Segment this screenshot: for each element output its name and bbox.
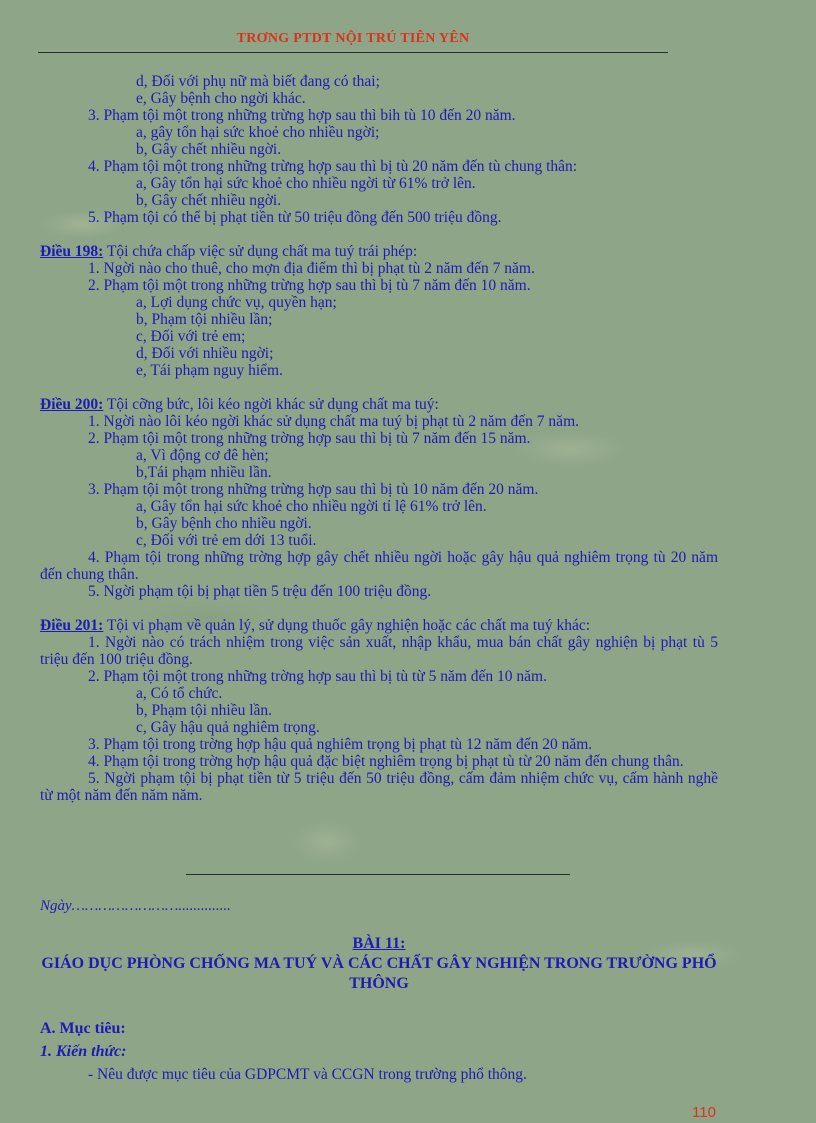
- list-item: d, Đối với nhiều ngời;: [136, 345, 274, 362]
- bullet-item: - Nêu được mục tiêu của GDPCMT và CCGN trong trường phổ thông.: [88, 1066, 527, 1083]
- section-divider: [186, 874, 570, 875]
- date-line: Ngày……………………..............: [40, 898, 231, 914]
- list-item: e, Tái phạm nguy hiểm.: [136, 362, 283, 379]
- list-item: b, Phạm tội nhiều lần.: [136, 702, 273, 719]
- list-item: 1. Ngời nào cho thuê, cho mợn địa điểm thì bị phạt tù 2 năm đến 7 năm.: [88, 260, 535, 277]
- list-item: a, Gây tổn hại sức khoẻ cho nhiều ngời tỉ lệ 61% trở lên.: [136, 498, 487, 515]
- list-item: b,Tái phạm nhiều lần.: [136, 464, 272, 481]
- list-item: 2. Phạm tội một trong những trờng hợp sau thì bị tù từ 5 năm đến 10 năm.: [88, 668, 547, 685]
- list-item: b, Gây chết nhiều ngời.: [136, 141, 282, 158]
- list-item: 5. Ngời phạm tội bị phạt tiền 5 trệu đến 100 triệu đồng.: [88, 583, 432, 600]
- article-201-title: Tội vi phạm về quản lý, sử dụng thuốc gây nghiện hoặc các chất ma tuý khác:: [103, 617, 591, 634]
- header-divider: [38, 52, 668, 53]
- article-200-heading: [40, 396, 718, 413]
- subsection-knowledge: 1. Kiến thức:: [40, 1043, 127, 1060]
- article-200-label: Điều 200:: [40, 396, 104, 413]
- list-item: 2. Phạm tội một trong những trờng hợp sau thì bị tù 7 năm đến 15 năm.: [88, 430, 531, 447]
- lesson-title: GIÁO DỤC PHÒNG CHỐNG MA TUÝ VÀ CÁC CHẤT GÂY NGHIỆN TRONG TRƯỜNG PHỔ THÔNG: [41, 955, 717, 992]
- lesson-heading: [40, 934, 718, 994]
- list-item: b, Gây bệnh cho nhiều ngời.: [136, 515, 312, 532]
- lesson-number: BÀI 11:: [352, 935, 406, 952]
- list-item: c, Đối với trẻ em dới 13 tuổi.: [136, 532, 317, 549]
- article-201-heading: [40, 617, 718, 634]
- list-item: 1. Ngời nào có trách nhiệm trong việc sản xuất, nhập khẩu, mua bán chất gây nghiện bị phạt tù 5 triệu đến 100 triệu đồng.: [40, 634, 718, 668]
- body-content: [40, 73, 718, 804]
- list-item: 5. Ngời phạm tội bị phạt tiền từ 5 triệu đến 50 triệu đồng, cấm đảm nhiệm chức vụ, cấm hành nghề từ một năm đến năm năm.: [40, 770, 718, 804]
- list-item: a, Gây tổn hại sức khoẻ cho nhiều ngời từ 61% trở lên.: [136, 175, 476, 192]
- list-item: b, Gây chết nhiều ngời.: [136, 192, 282, 209]
- list-item: 1. Ngời nào lôi kéo ngời khác sử dụng chất ma tuý bị phạt tù 2 năm đến 7 năm.: [88, 413, 579, 430]
- list-item: a, Lợi dụng chức vụ, quyền hạn;: [136, 294, 337, 311]
- article-200-title: Tội cỡng bức, lôi kéo ngời khác sử dụng chất ma tuý:: [103, 396, 439, 413]
- list-item: c, Đối với trẻ em;: [136, 328, 246, 345]
- article-201-label: Điều 201:: [40, 617, 104, 634]
- article-198-title: Tội chứa chấp việc sử dụng chất ma tuý trái phép:: [103, 243, 418, 260]
- list-item: a, gây tổn hại sức khoẻ cho nhiều ngời;: [136, 124, 380, 141]
- list-item: 3. Phạm tội một trong những trừng hợp sau thì bị tù 10 năm đến 20 năm.: [88, 481, 539, 498]
- list-item: a, Có tổ chức.: [136, 685, 223, 702]
- article-198-label: Điều 198:: [40, 243, 104, 260]
- list-item: 3. Phạm tội trong trờng hợp hậu quả nghiêm trọng bị phạt tù 12 năm đến 20 năm.: [88, 736, 593, 753]
- list-item: 2. Phạm tội một trong những trừng hợp sau thì bị tù 7 năm đến 10 năm.: [88, 277, 531, 294]
- list-item: 5. Phạm tội có thể bị phạt tiền từ 50 triệu đồng đến 500 triệu đồng.: [88, 209, 502, 226]
- list-item: d, Đối với phụ nữ mà biết đang có thai;: [136, 73, 380, 90]
- page-number: 110: [692, 1104, 716, 1121]
- list-item: b, Phạm tội nhiều lần;: [136, 311, 273, 328]
- page-header: TRƠNG PTDT NỘI TRÚ TIÊN YÊN: [236, 31, 470, 46]
- list-item: 4. Phạm tội trong những trờng hợp gây chết nhiều ngời hoặc gây hậu quả nghiêm trọng tù 20 năm đến chung thân.: [40, 549, 718, 583]
- list-item: 3. Phạm tội một trong những trừng hợp sau thì bih tù 10 đến 20 năm.: [88, 107, 516, 124]
- section-objectives: A. Mục tiêu:: [40, 1020, 126, 1037]
- list-item: 4. Phạm tội trong trờng hợp hậu quả đặc biệt nghiêm trọng bị phạt tù từ 20 năm đến chung thân.: [88, 753, 684, 770]
- article-198-heading: [40, 243, 718, 260]
- list-item: e, Gây bệnh cho ngời khác.: [136, 90, 306, 107]
- list-item: a, Vì động cơ đê hèn;: [136, 447, 269, 464]
- list-item: 4. Phạm tội một trong những trừng hợp sau thì bị tù 20 năm đến tù chung thân:: [88, 158, 578, 175]
- list-item: c, Gây hậu quả nghiêm trọng.: [136, 719, 320, 736]
